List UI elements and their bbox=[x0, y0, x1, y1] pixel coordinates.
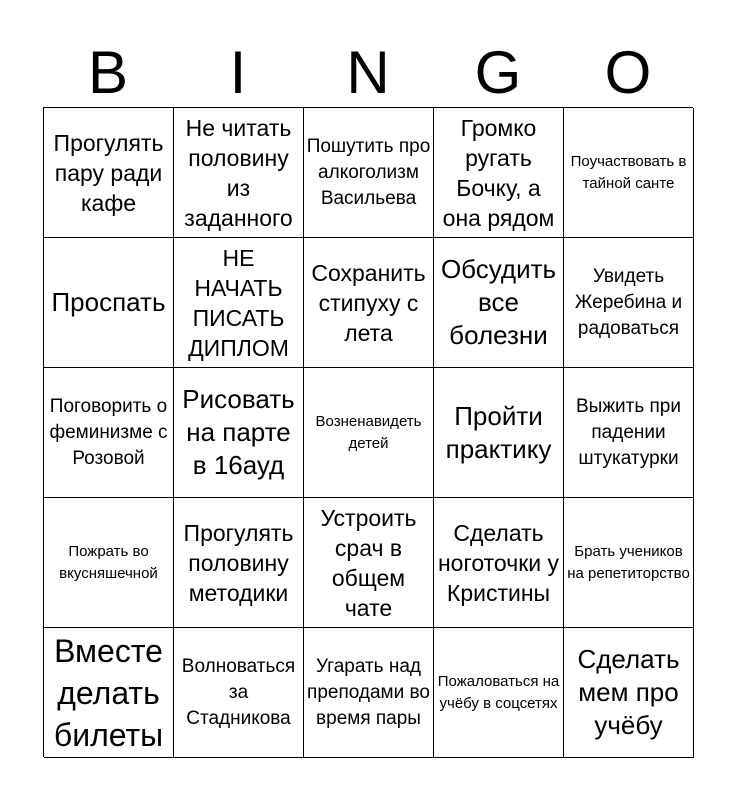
bingo-cell-text: Пожрать во вкусняшечной bbox=[59, 542, 158, 582]
bingo-cell[interactable] bbox=[174, 498, 304, 628]
header-letter-i: I bbox=[229, 39, 247, 106]
header-letter-o: O bbox=[604, 39, 652, 106]
bingo-cell-text: Проспать bbox=[51, 287, 166, 317]
bingo-cell[interactable] bbox=[304, 628, 434, 758]
bingo-cell[interactable] bbox=[174, 238, 304, 368]
bingo-header bbox=[43, 40, 693, 106]
bingo-cell-text: Выжить при падении штукатурки bbox=[575, 395, 681, 469]
bingo-cell-text: Сделать ноготочки у Кристины bbox=[437, 519, 559, 606]
bingo-cell-text: НЕ НАЧАТЬ ПИСАТЬ ДИПЛОМ bbox=[188, 244, 289, 361]
bingo-cell[interactable] bbox=[174, 628, 304, 758]
header-letter-g: G bbox=[474, 39, 522, 106]
bingo-cell[interactable] bbox=[564, 238, 694, 368]
bingo-cell[interactable] bbox=[304, 498, 434, 628]
bingo-cell[interactable] bbox=[304, 238, 434, 368]
bingo-cell-text: Пройти практику bbox=[445, 400, 552, 464]
bingo-cell[interactable] bbox=[44, 238, 174, 368]
bingo-cell-text: Не читать половину из заданного bbox=[184, 114, 293, 231]
bingo-cell[interactable] bbox=[174, 108, 304, 238]
bingo-cell[interactable] bbox=[434, 628, 564, 758]
bingo-cell[interactable] bbox=[564, 108, 694, 238]
bingo-cell-text: Прогулять половину методики bbox=[183, 519, 294, 606]
bingo-cell[interactable] bbox=[304, 368, 434, 498]
bingo-cell[interactable] bbox=[434, 108, 564, 238]
bingo-cell-text: Вместе делать билеты bbox=[53, 632, 164, 753]
header-letter-n: N bbox=[346, 39, 390, 106]
bingo-cell-text: Брать учеников на репетиторство bbox=[567, 542, 690, 582]
bingo-cell-text: Поговорить о феминизме с Розовой bbox=[49, 395, 168, 469]
bingo-cell[interactable] bbox=[44, 498, 174, 628]
bingo-cell[interactable] bbox=[44, 108, 174, 238]
bingo-cell[interactable] bbox=[44, 628, 174, 758]
bingo-cell[interactable] bbox=[44, 368, 174, 498]
bingo-cell[interactable] bbox=[564, 368, 694, 498]
bingo-cell[interactable] bbox=[564, 628, 694, 758]
bingo-cell-text: Рисовать на парте в 16ауд bbox=[182, 384, 295, 480]
bingo-cell-text: Волноваться за Стадникова bbox=[181, 655, 296, 729]
bingo-cell-text: Сделать мем про учёбу bbox=[577, 644, 680, 740]
bingo-cell[interactable] bbox=[434, 368, 564, 498]
bingo-cell-text: Сохранить стипуху с лета bbox=[311, 259, 426, 346]
bingo-cell-text: Пошутить про алкоголизм Васильева bbox=[306, 135, 431, 209]
bingo-cell-text: Возненавидеть детей bbox=[315, 412, 422, 452]
bingo-cell-text: Поучаствовать в тайной санте bbox=[570, 152, 687, 192]
bingo-cell[interactable] bbox=[174, 368, 304, 498]
bingo-cell-text: Прогулять пару ради кафе bbox=[53, 129, 164, 216]
bingo-cell-text: Громко ругать Бочку, а она рядом bbox=[442, 114, 555, 231]
bingo-cell-text: Устроить срач в общем чате bbox=[320, 504, 417, 621]
bingo-cell-text: Пожаловаться на учёбу в соцсетях bbox=[437, 672, 560, 712]
bingo-cell[interactable] bbox=[564, 498, 694, 628]
bingo-grid bbox=[43, 107, 693, 757]
bingo-cell-text: Увидеть Жеребина и радоваться bbox=[574, 265, 683, 339]
bingo-cell[interactable] bbox=[304, 108, 434, 238]
bingo-cell-text: Обсудить все болезни bbox=[440, 254, 557, 350]
bingo-cell[interactable] bbox=[434, 498, 564, 628]
header-letter-b: B bbox=[87, 39, 129, 106]
bingo-cell-text: Угарать над преподами во время пары bbox=[307, 655, 430, 729]
bingo-cell[interactable] bbox=[434, 238, 564, 368]
